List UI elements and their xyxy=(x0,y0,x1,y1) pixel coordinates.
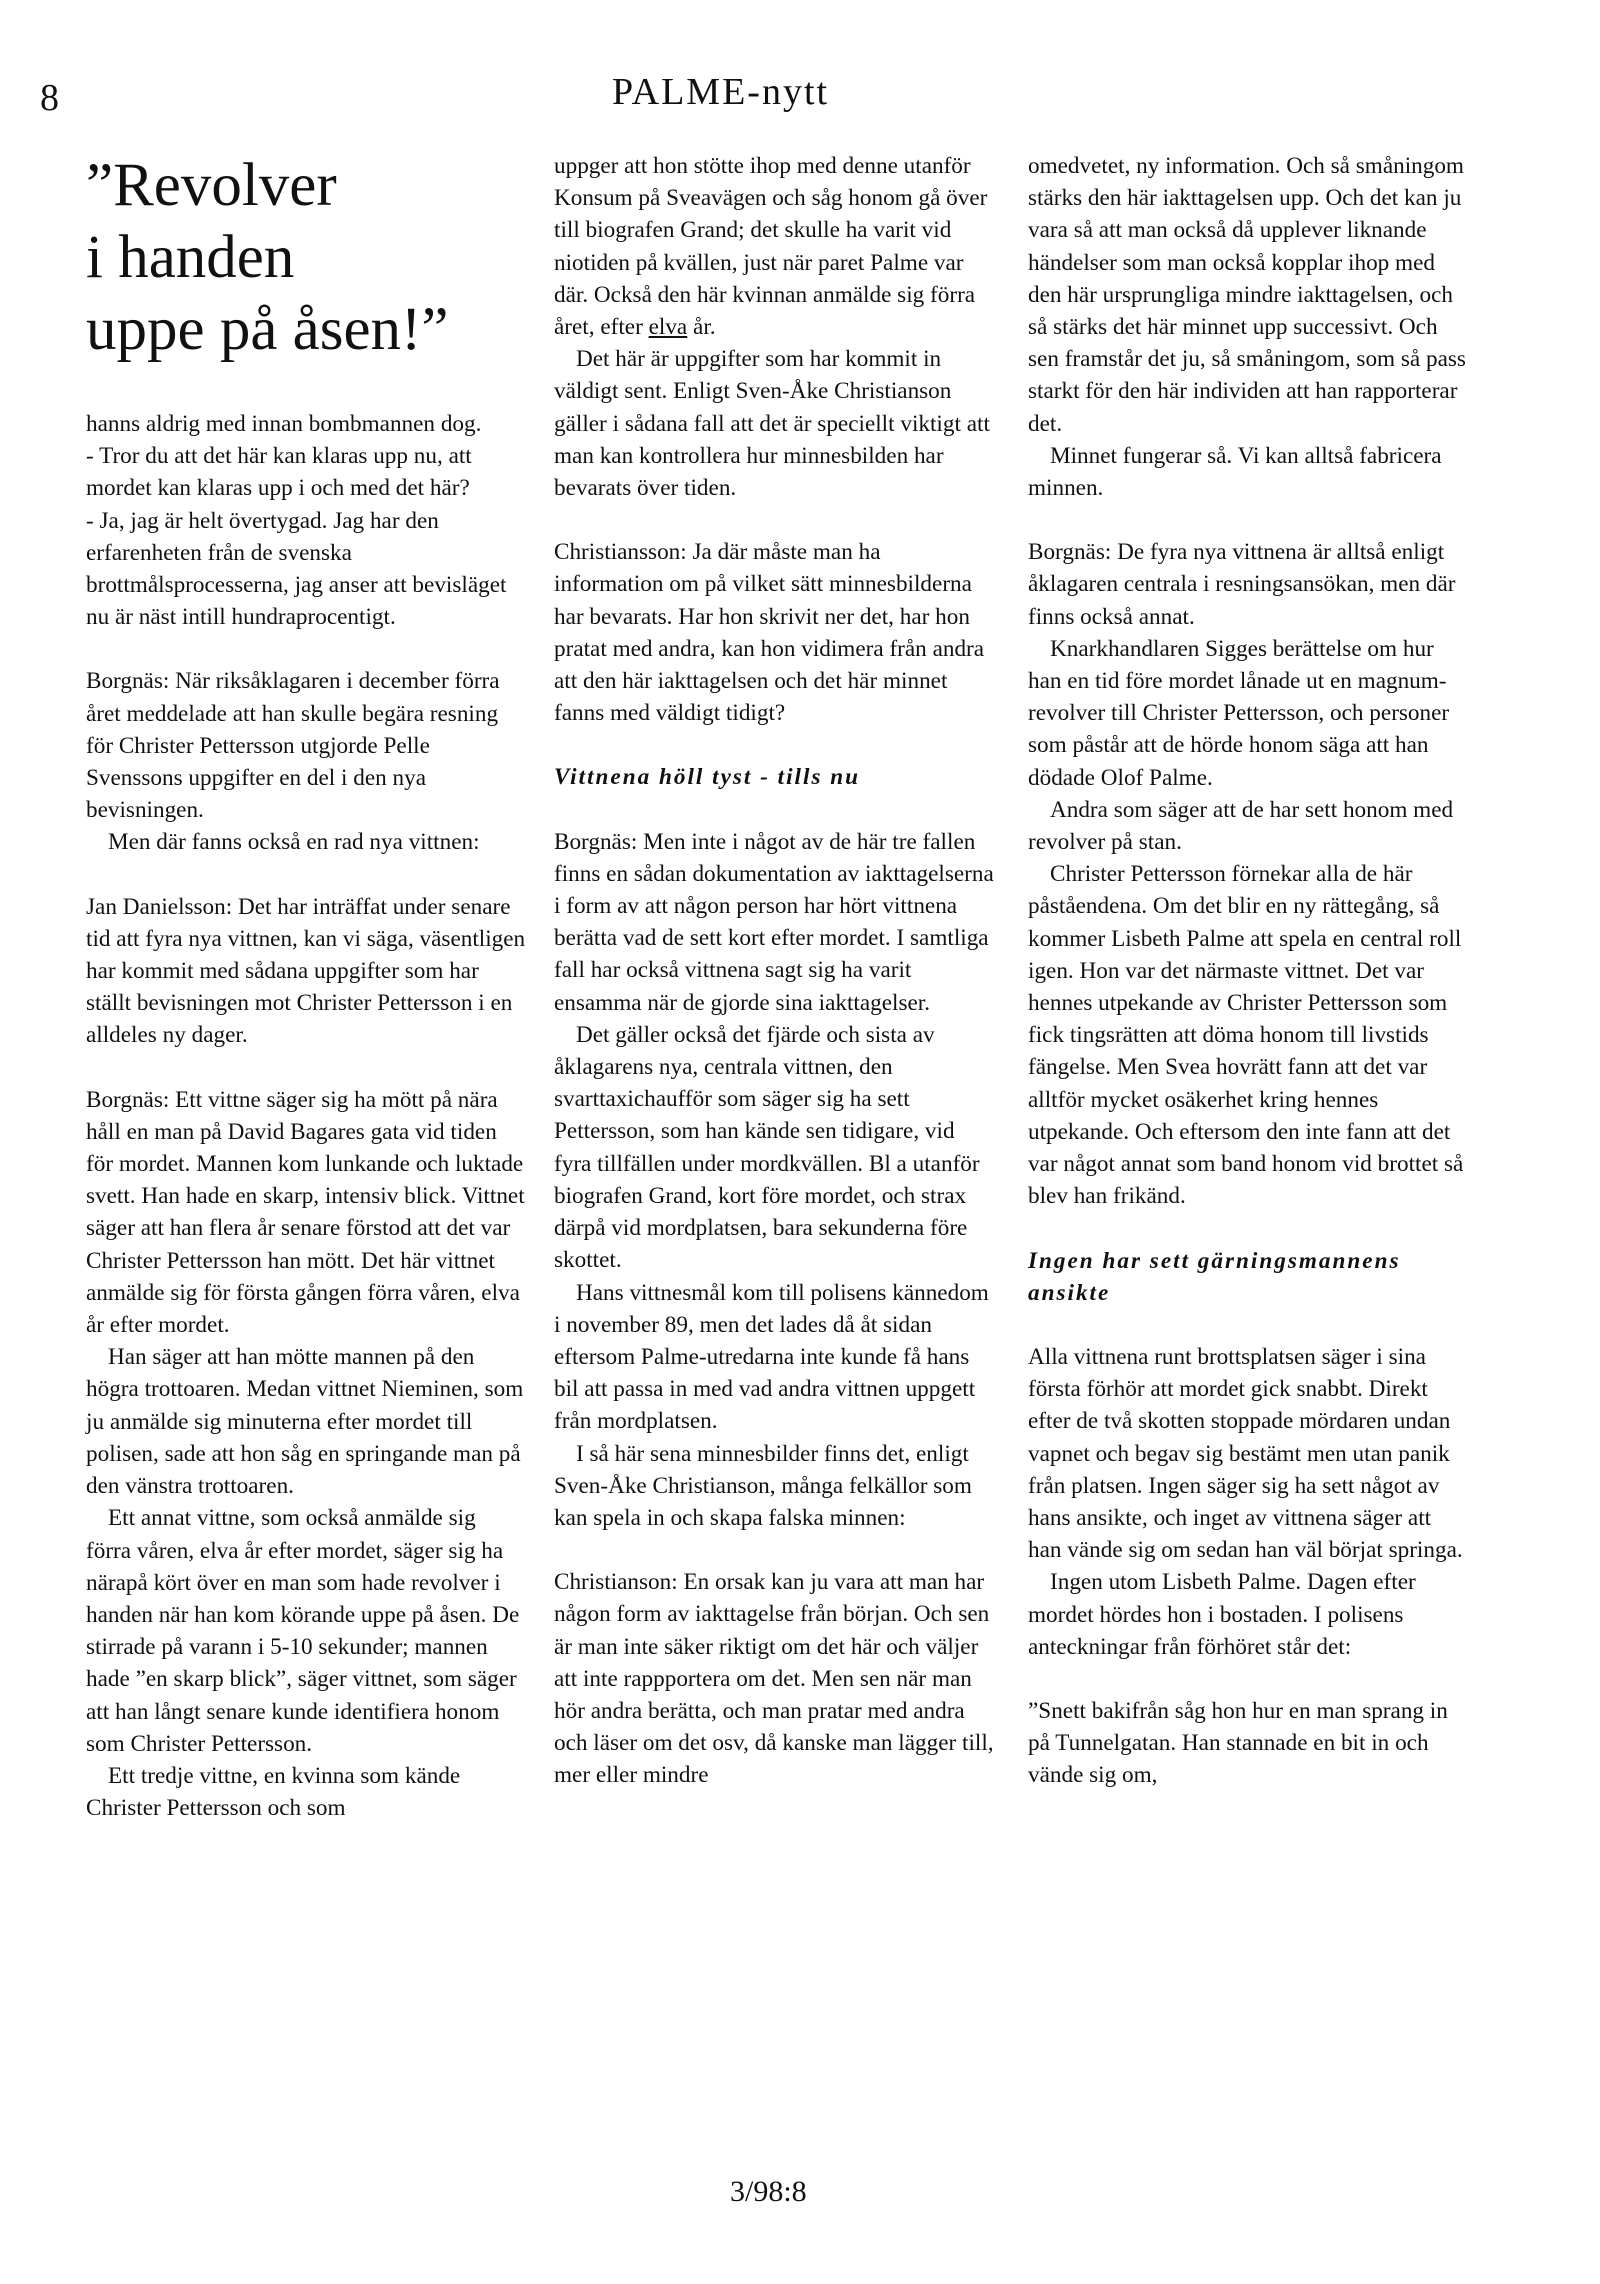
paragraph: Borgnäs: Ett vittne säger sig ha mött på nära håll en man på David Bagares gata vid tiden för mordet. Mannen kom lunkande och luktade svett. Han hade en skarp, intensiv blick. Vittnet säger att han flera år senare förstod att det var Christer Pettersson han mött. Det här vittnet anmälde sig för första gången förra våren, elva år efter mordet. xyxy=(86,1086,525,1339)
paragraph: ”Snett bakifrån såg hon hur en man sprang in på Tunnelgatan. Han stannade en bit in och vände sig om, xyxy=(1028,1697,1448,1789)
paragraph: Borgnäs: Men inte i något av de här tre fallen finns en sådan dokumentation av iakttagelserna i form av att någon person har hört vittnena berätta vad de sett kort efter mordet. I samtliga fall har också vittnena sagt sig ha varit ensamma när de gjorde sina iakttagelser. xyxy=(554,828,994,1016)
paragraph: Ett annat vittne, som också anmälde sig förra våren, elva år efter mordet, säger sig ha närapå kört över en man som hade revolver i handen när han kom körande uppe på åsen. De stirrade på varann i 5-10 sekunder; mannen hade ”en skarp blick”, säger vittnet, som säger att han långt senare kunde identifiera honom som Christer Pettersson. xyxy=(86,1505,520,1757)
paragraph-text: uppger att hon stötte ihop med denne utanför Konsum på Sveavägen och såg honom gå över till biografen Grand; det skulle ha varit vid niotiden på kvällen, just när paret Palme var där. Också den här kvinnan anmälde sig förra året, efter xyxy=(554,153,988,341)
paragraph-text: år. xyxy=(687,314,716,341)
paragraph: hanns aldrig med innan bombmannen dog. xyxy=(86,411,482,437)
paragraph: Borgnäs: När riksåklagaren i december förra året meddelade att han skulle begära resning för Christer Pettersson utgjorde Pelle Svenssons uppgifter en del i den nya bevisningen. xyxy=(86,668,500,824)
paragraph: I så här sena minnesbilder finns det, enligt Sven-Åke Christianson, många felkällor som kan spela in och skapa falska minnen: xyxy=(554,1440,972,1531)
paragraph: Men där fanns också en rad nya vittnen: xyxy=(108,829,480,856)
paragraph: omedvetet, ny information. Och så småningom stärks den här iakttagelsen upp. Och det kan ju vara så att man också då upplever liknande händelser som man också kopplar ihop med den här ursprungliga mindre iakttagelsen, och så stärks det här minnet upp successivt. Och sen framstår det ju, så småningom, som så pass starkt för den här individen att han rapporterar det. xyxy=(1028,153,1466,437)
paragraph: Alla vittnena runt brottsplatsen säger i sina första förhör att mordet gick snabbt. Direkt efter de två skotten stoppade mördaren undan vapnet och begav sig bestämt men utan panik från platsen. Ingen säger sig ha sett något av hans ansikte, och inget av vittnena säger att han vände sig om sedan han väl börjat springa. xyxy=(1028,1343,1463,1564)
subheading: Vittnena höll tyst - tills nu xyxy=(554,764,861,791)
paragraph: Christer Pettersson förnekar alla de här påståendena. Om det blir en ny rättegång, så kommer Lisbeth Palme att spela en central roll igen. Hon var det närmaste vittnet. Det var hennes utpekande av Christer Pettersson som fick tingsrätten att döma honom till livstids fängelse. Men Svea hovrätt fann att det var alltför mycket osäkerhet kring hennes utpekande. Och eftersom den inte fann att det var något annat som band honom vid brottet så blev han frikänd. xyxy=(1028,861,1464,1210)
paragraph: Christiansson: Ja där måste man ha information om på vilket sätt minnesbilderna har bevarats. Har hon skrivit ner det, har hon pratat med andra, kan hon vidimera från andra att den här iakttagelsen och det här minnet fanns med väldigt tidigt? xyxy=(554,539,985,727)
masthead-title: PALME-nytt xyxy=(612,71,830,113)
article-column-3 xyxy=(1028,150,1468,1792)
article-column-2 xyxy=(554,150,994,1792)
headline-line-3: uppe på åsen!” xyxy=(86,296,449,363)
paragraph: Han säger att han mötte mannen på den högra trottoaren. Medan vittnet Nieminen, som ju anmälde sig minuterna efter mordet till polisen, sade att hon såg en springande man på den vänstra trottoaren. xyxy=(86,1344,524,1500)
paragraph xyxy=(554,150,994,343)
headline-line-1: ”Revolver xyxy=(86,152,337,219)
paragraph: Det här är uppgifter som har kommit in väldigt sent. Enligt Sven-Åke Christianson gäller i sådana fall att det är speciellt viktigt att man kan kontrollera hur minnesbilden har bevarats över tiden. xyxy=(554,346,990,502)
paragraph: Borgnäs: De fyra nya vittnena är alltså enligt åklagaren centrala i resningsansökan, men där finns också annat. xyxy=(1028,539,1456,630)
article-headline xyxy=(86,150,526,366)
underlined-word: elva xyxy=(648,314,688,341)
paragraph: Minnet fungerar så. Vi kan alltså fabricera minnen. xyxy=(1028,442,1442,502)
paragraph: - Ja, jag är helt övertygad. Jag har den erfarenheten från de svenska brottmålsprocesserna, jag anser att bevisläget nu är näst intill hundraprocentigt. xyxy=(86,507,507,631)
paragraph: Hans vittnesmål kom till polisens kännedom i november 89, men det lades då åt sidan eftersom Palme-utredarna inte kunde få hans bil att passa in med vad andra vittnen uppgett från mordplatsen. xyxy=(554,1279,989,1435)
footer-issue: 3/98:8 xyxy=(730,2175,807,2208)
article-column-1 xyxy=(86,150,526,1824)
page-number: 8 xyxy=(40,77,59,119)
subheading: Ingen har sett gärningsmannens ansikte xyxy=(1028,1247,1401,1306)
paragraph: Knarkhandlaren Sigges berättelse om hur han en tid före mordet lånade ut en magnum-revolver till Christer Pettersson, och personer som påstår att de hörde honom säga att han dödade Olof Palme. xyxy=(1028,635,1450,791)
paragraph: - Tror du att det här kan klaras upp nu, att mordet kan klaras upp i och med det här? xyxy=(86,443,472,502)
paragraph: Det gäller också det fjärde och sista av åklagarens nya, centrala vittnen, den svarttaxichaufför som säger sig ha sett Pettersson, som han kände sen tidigare, vid fyra tillfällen under mordkvällen. Bl a utanför biografen Grand, kort före mordet, och strax därpå vid mordplatsen, bara sekunderna före skottet. xyxy=(554,1021,980,1274)
paragraph: Ingen utom Lisbeth Palme. Dagen efter mordet hördes hon i bostaden. I polisens anteckningar från förhöret står det: xyxy=(1028,1569,1416,1660)
paragraph: Christianson: En orsak kan ju vara att man har någon form av iakttagelse från början. Och sen är man inte säker riktigt om det här och väljer att inte rappportera om det. Men sen när man hör andra berätta, och man pratar med andra och läser om det osv, då kanske man lägger till, mer eller mindre xyxy=(554,1569,994,1789)
paragraph: Jan Danielsson: Det har inträffat under senare tid att fyra nya vittnen, kan vi säga, väsentligen har kommit med sådana uppgifter som har ställt bevisningen mot Christer Pettersson i en alldeles ny dager. xyxy=(86,893,526,1049)
paragraph: Ett tredje vittne, en kvinna som kände Christer Pettersson och som xyxy=(86,1762,461,1822)
headline-line-2: i handen xyxy=(86,224,295,291)
paragraph: Andra som säger att de har sett honom med revolver på stan. xyxy=(1028,796,1454,856)
